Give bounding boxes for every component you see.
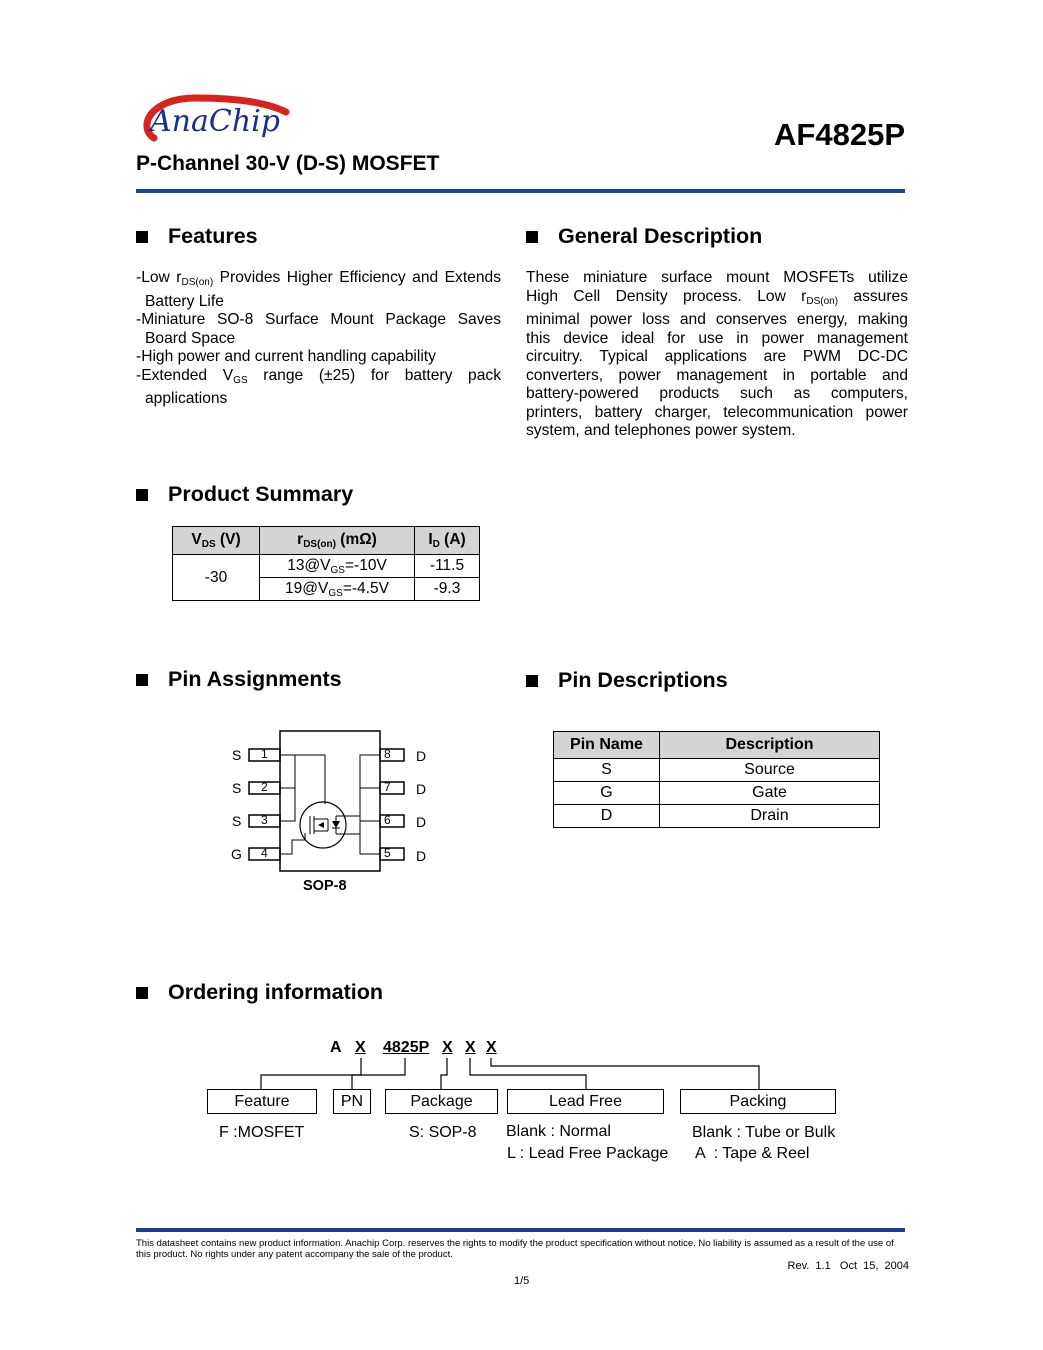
section-bullet-icon [526, 231, 538, 243]
table-row: D Drain [554, 805, 880, 828]
pin-label-right: D [416, 781, 427, 797]
order-box-lead-free: Lead Free [507, 1089, 664, 1114]
header-rule [136, 189, 905, 193]
page-subtitle: P-Channel 30-V (D-S) MOSFET [136, 152, 440, 175]
pin-descriptions-heading: Pin Descriptions [526, 668, 728, 693]
table-row: S Source [554, 759, 880, 782]
order-note-package: S: SOP-8 [409, 1124, 477, 1141]
pin-label-left: S [232, 813, 242, 829]
pin-number: 5 [384, 846, 391, 860]
section-bullet-icon [136, 231, 148, 243]
order-box-feature: Feature [207, 1089, 317, 1114]
order-code-pn: 4825P [383, 1039, 430, 1056]
pin-number: 2 [261, 780, 268, 794]
footer-disclaimer: This datasheet contains new product information. Anachip Corp. reserves the rights to modify the product specification without notice. No liability is assumed as a result of the use of this product. No rights under any patent accompany the sale of the product. [136, 1238, 894, 1260]
order-box-pn: PN [333, 1089, 371, 1114]
order-code-lead-free: X [465, 1039, 476, 1056]
pin-label-right: D [416, 748, 427, 764]
list-item: -High power and current handling capability [136, 348, 436, 365]
pin-label-left: S [232, 780, 242, 796]
logo-text: AnaChip [150, 104, 280, 139]
general-description-heading: General Description [526, 224, 762, 249]
order-note-lead-free: L : Lead Free Package [507, 1145, 669, 1162]
product-summary-heading: Product Summary [136, 482, 353, 507]
order-note-packing: A : Tape & Reel [695, 1145, 810, 1162]
part-number: AF4825P [774, 117, 905, 152]
ordering-heading: Ordering information [136, 980, 383, 1005]
order-note-packing: Blank : Tube or Bulk [692, 1124, 836, 1141]
order-code-package: X [442, 1039, 453, 1056]
general-description-text: These miniature surface mount MOSFETs utilize High Cell Density process. Low $r_{DS(on)}$ assures minimal power loss and conserves energy, making this device ideal for use in power management circuitry. Typical applications are PWM DC-DC converters, power management in portable and battery-powered products such as computers, printers, battery charger, telecommunication power system, and telephones power system. [526, 269, 909, 439]
table-row: $19@V_{GS}=-4.5V$ -9.3 [173, 578, 480, 601]
pin-label-left: G [231, 846, 242, 862]
pin-assignments-heading: Pin Assignments [136, 667, 342, 692]
pin-number: 6 [384, 813, 391, 827]
sop8-pinout-diagram [220, 728, 440, 903]
section-bullet-icon [136, 674, 148, 686]
pin-number: 8 [384, 747, 391, 761]
page-number: 1/5 [514, 1275, 530, 1287]
section-bullet-icon [136, 987, 148, 999]
order-note-lead-free: Blank : Normal [506, 1123, 611, 1140]
features-list: -Low $r_{DS(on)}$ Provides Higher Efficiency and Extends Battery Life -Miniature SO-8 Surface Mount Package Saves Board Space -High power and current handling capability -Extended $V_{GS}$ range (±25) for battery pack applications [136, 269, 501, 407]
pin-label-right: D [416, 814, 427, 830]
order-code-packing: X [486, 1039, 497, 1056]
footer-rule [136, 1228, 905, 1232]
section-bullet-icon [136, 489, 148, 501]
order-box-packing: Packing [680, 1089, 836, 1114]
list-item: -Miniature SO-8 Surface Mount Package Saves [136, 311, 501, 328]
sop8-package-icon [220, 728, 440, 903]
table-row: -30 $13@V_{GS}=-10V$ -11.5 [173, 555, 480, 578]
order-note-feature: F :MOSFET [219, 1124, 305, 1141]
table-row: G Gate [554, 782, 880, 805]
list-item: -Extended $V_{GS}$ range (±25) for battery pack [136, 366, 501, 386]
list-item: -Low $r_{DS(on)}$ Provides Higher Efficiency and Extends [136, 269, 501, 288]
section-bullet-icon [526, 675, 538, 687]
pin-number: 4 [261, 846, 268, 860]
order-code-prefix: A [330, 1039, 342, 1056]
pin-number: 3 [261, 813, 268, 827]
pin-label-left: S [232, 747, 242, 763]
table-row: Pin Name Description [554, 732, 880, 759]
pin-number: 1 [261, 747, 268, 761]
package-label: SOP-8 [303, 878, 347, 894]
pin-number: 7 [384, 780, 391, 794]
order-code-feature: X [355, 1039, 366, 1056]
order-box-package: Package [385, 1089, 498, 1114]
product-summary-table [172, 526, 480, 601]
features-heading: Features [136, 224, 258, 249]
company-logo [136, 92, 306, 148]
table-row: $V_{DS}$ (V) $r_{DS(on)}$ (mΩ) $I_D$ (A) [173, 527, 480, 555]
pin-descriptions-table [553, 731, 880, 828]
footer-revision: Rev. 1.1 Oct 15, 2004 [787, 1260, 909, 1272]
pin-label-right: D [416, 848, 427, 864]
